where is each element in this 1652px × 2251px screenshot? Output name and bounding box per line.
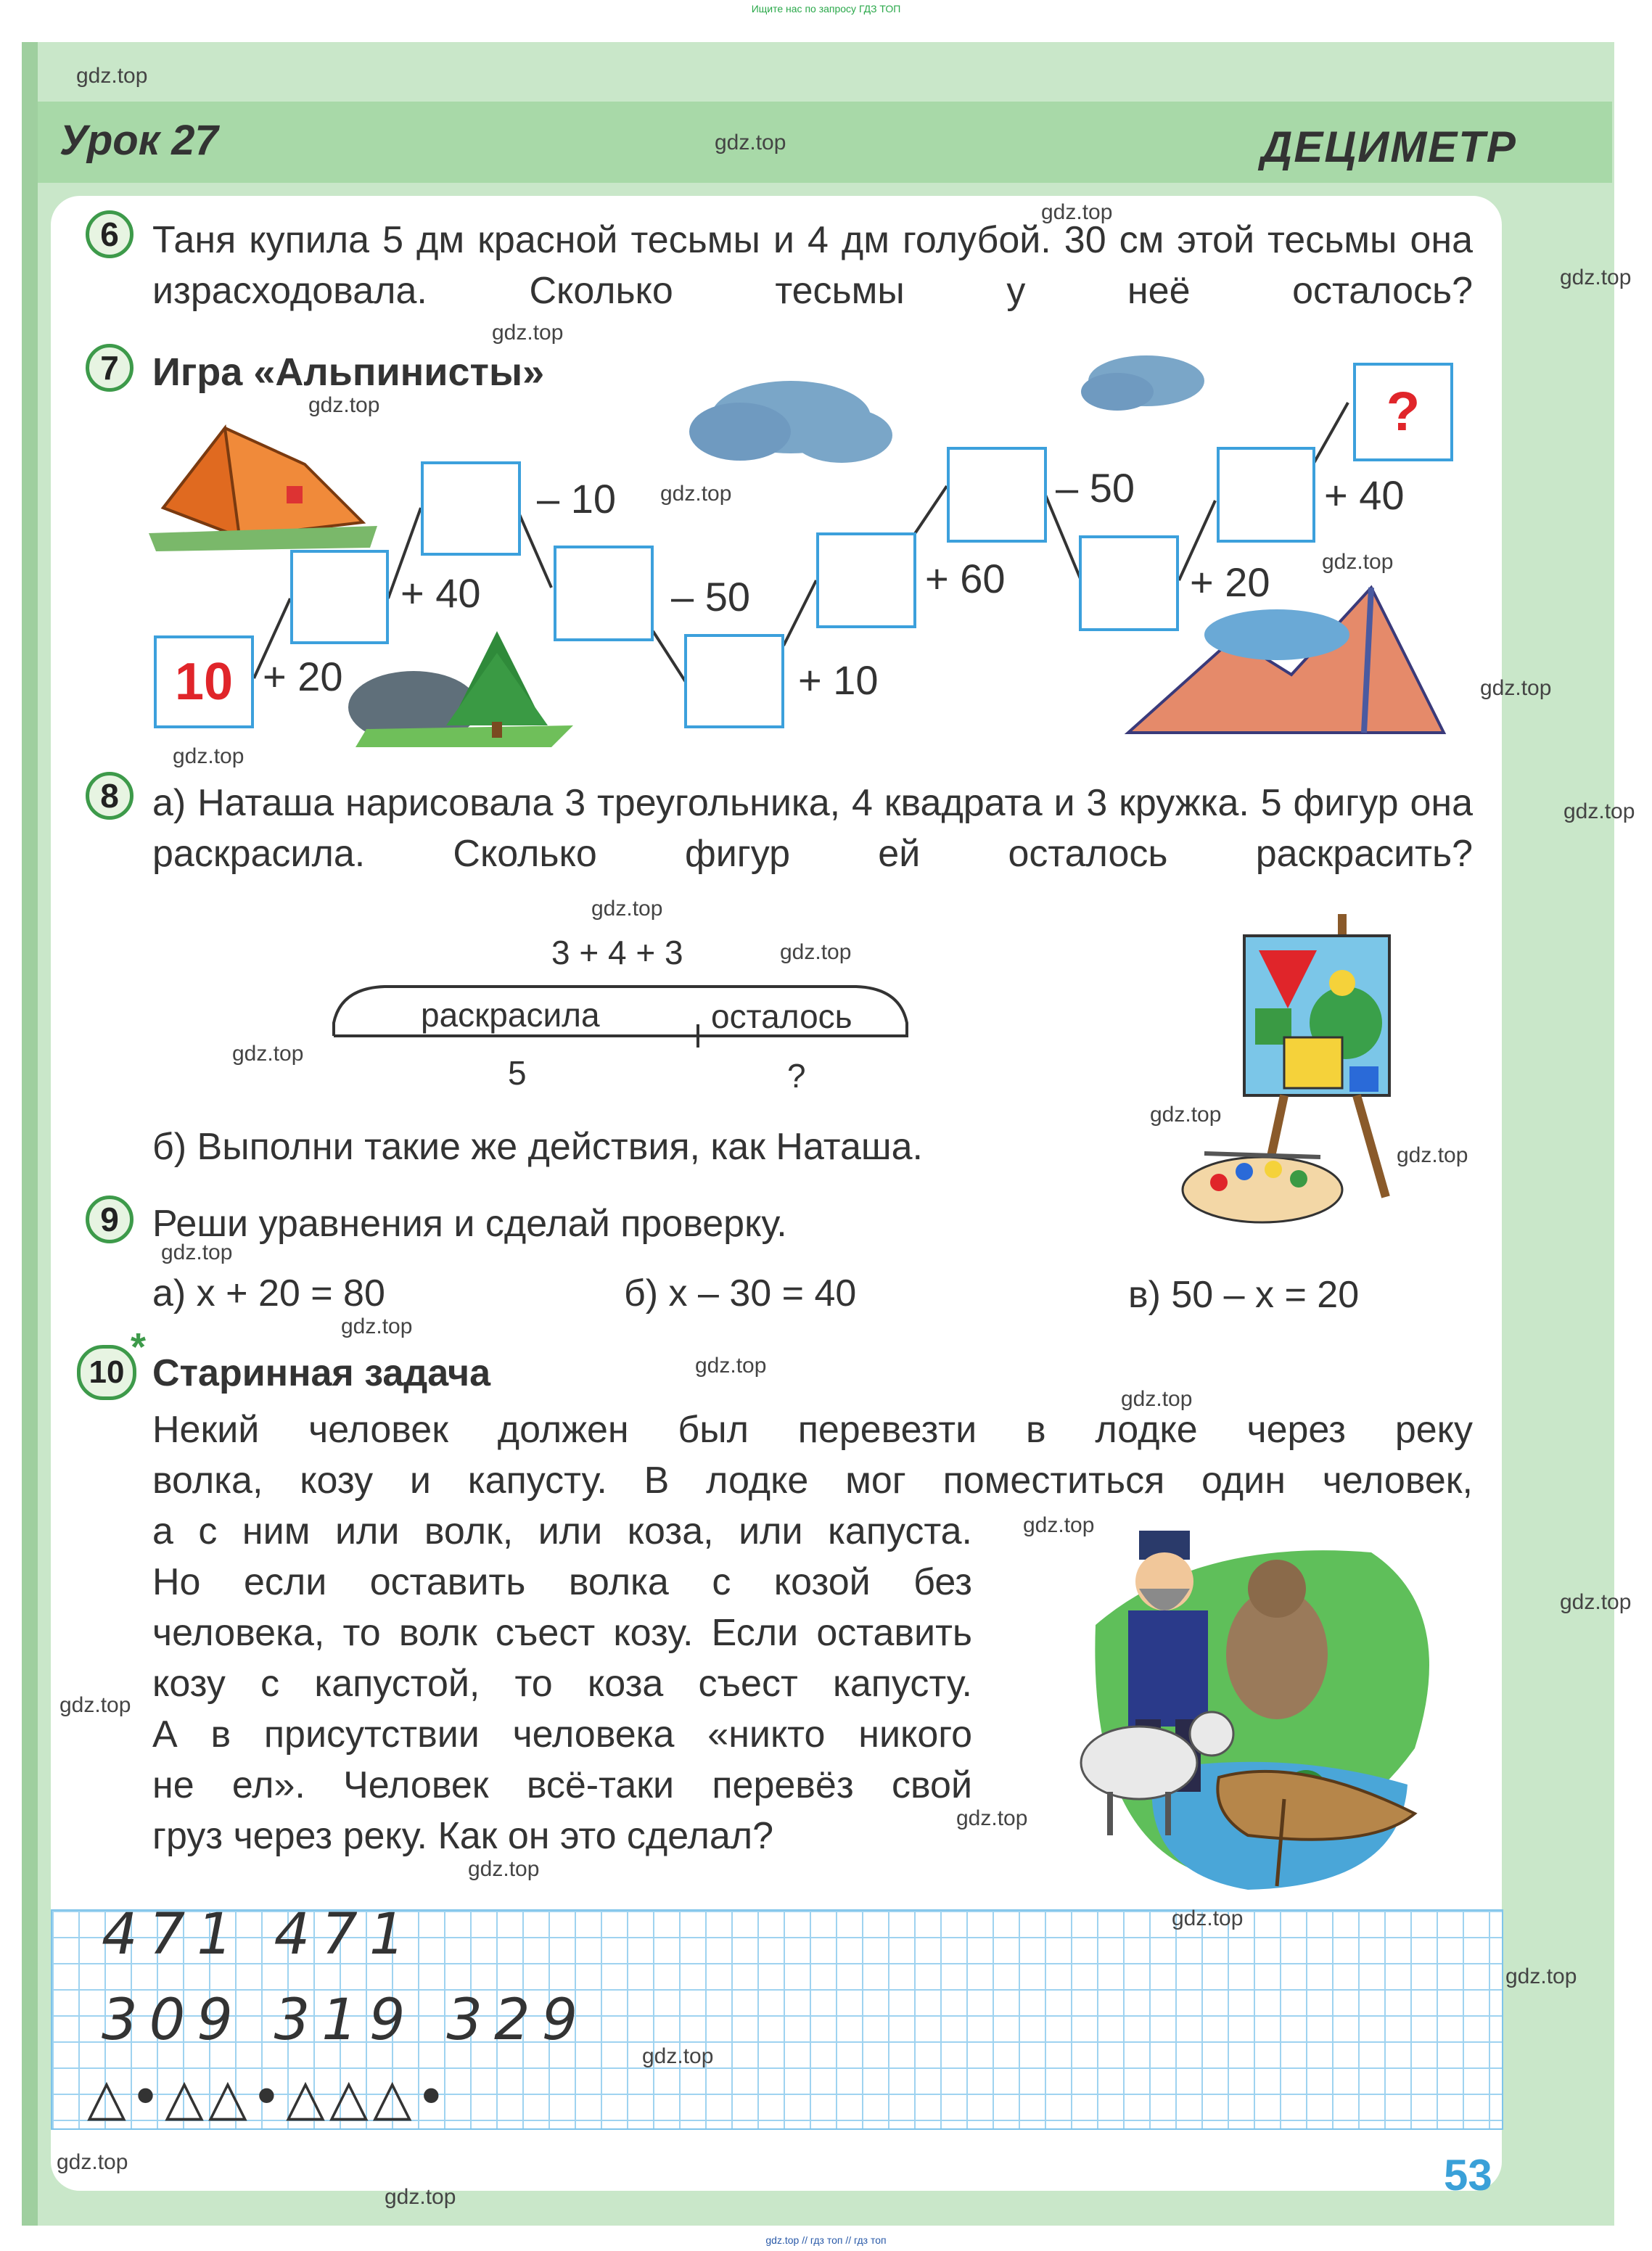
answer-box-7[interactable] — [1079, 535, 1179, 631]
watermark: gdz.top — [76, 64, 148, 88]
handwriting-row-3: △•△△•△△△• — [87, 2067, 451, 2127]
watermark: gdz.top — [1505, 1964, 1577, 1988]
watermark: gdz.top — [1172, 1906, 1244, 1930]
watermark: gdz.top — [1322, 550, 1394, 574]
answer-box-4[interactable] — [684, 634, 784, 728]
watermark: gdz.top — [232, 1042, 304, 1066]
rock-tree-icon — [348, 631, 573, 747]
watermark: gdz.top — [642, 2044, 714, 2068]
diagram-expression: 3 + 4 + 3 — [551, 934, 683, 971]
watermark: gdz.top — [59, 1693, 131, 1717]
watermark: gdz.top — [57, 2150, 128, 2174]
watermark: gdz.top — [1041, 200, 1113, 224]
task-7-title: Игра «Альпинисты» — [152, 350, 545, 394]
diagram-label-right: осталось — [711, 997, 852, 1035]
watermark: gdz.top — [1563, 799, 1635, 823]
answer-box-5[interactable] — [816, 532, 916, 628]
task-8a-text: а) Наташа нарисовала 3 треугольника, 4 квадрата и 3 кружка. 5 фигур она раскрасила. Сколько фигур ей осталось раскрасить? — [152, 782, 1473, 875]
watermark: gdz.top — [1560, 266, 1632, 289]
topic-title: ДЕЦИМЕТР — [1261, 123, 1517, 171]
watermark: gdz.top — [173, 744, 244, 768]
diagram-value-right: ? — [787, 1057, 806, 1095]
river-crossing-illustration — [1067, 1509, 1444, 1901]
easel-icon — [1175, 907, 1451, 1233]
final-value: ? — [1386, 381, 1421, 443]
start-value: 10 — [174, 653, 234, 711]
final-box — [1353, 363, 1453, 461]
watermark: gdz.top — [1023, 1513, 1095, 1537]
watermark: gdz.top — [468, 1857, 540, 1881]
op-8: + 20 — [1190, 559, 1270, 605]
watermark: gdz.top — [780, 940, 852, 964]
watermark: gdz.top — [1397, 1143, 1468, 1167]
task-10-line-4: Но если оставить волка с козой без — [152, 1561, 972, 1603]
watermark: gdz.top — [308, 393, 380, 417]
answer-box-3[interactable] — [554, 546, 654, 641]
watermark: gdz.top — [492, 321, 564, 345]
watermark: gdz.top — [161, 1240, 233, 1264]
diagram-value-left: 5 — [508, 1054, 527, 1092]
watermark: gdz.top — [591, 897, 663, 921]
watermark: gdz.top — [1560, 1590, 1632, 1614]
watermark: gdz.top — [1150, 1103, 1222, 1127]
watermark: gdz.top — [715, 131, 786, 155]
task-9-number: 9 — [86, 1196, 133, 1243]
op-3: – 10 — [537, 476, 616, 522]
task-10-line-8: не ел». Человек всё-таки перевёз свой — [152, 1764, 972, 1806]
watermark: gdz.top — [341, 1314, 413, 1338]
task-10-line-3: а с ним или волк, или коза, или капуста. — [152, 1510, 972, 1552]
task-10-title: Старинная задача — [152, 1352, 491, 1394]
op-6: + 60 — [925, 556, 1006, 601]
task-10-line-1: Некий человек должен был перевезти в лодке через реку — [152, 1409, 1473, 1451]
equation-c: в) 50 – x = 20 — [1128, 1274, 1360, 1316]
task-10-line-5: человека, то волк съест козу. Если оставить — [152, 1612, 972, 1654]
answer-box-8[interactable] — [1217, 447, 1315, 543]
lesson-title: Урок 27 — [59, 117, 218, 164]
op-4: – 50 — [671, 574, 750, 620]
task-8b-text: б) Выполни такие же действия, как Наташа. — [152, 1126, 923, 1168]
watermark: gdz.top — [660, 482, 732, 506]
bottom-note: gdz.top // гдз топ // гдз топ — [765, 2234, 887, 2246]
task-7-number: 7 — [86, 344, 133, 392]
diagram-label-left: раскрасила — [421, 996, 600, 1034]
task-6-number: 6 — [86, 210, 133, 258]
task-8-number: 8 — [86, 772, 133, 820]
answer-box-1[interactable] — [290, 550, 389, 644]
task-10-star: * — [131, 1325, 147, 1369]
task-10-line-9: груз через реку. Как он это сделал? — [152, 1815, 773, 1857]
answer-box-2[interactable] — [421, 461, 521, 556]
watermark: gdz.top — [956, 1806, 1028, 1830]
equation-a: а) x + 20 = 80 — [152, 1272, 385, 1314]
op-5: + 10 — [798, 657, 879, 703]
page-number: 53 — [1444, 2151, 1492, 2199]
op-7: – 50 — [1056, 465, 1135, 511]
op-2: + 40 — [400, 570, 481, 616]
task-10-number: 10 — [77, 1345, 136, 1400]
top-note: Ищите нас по запросу ГДЗ ТОП — [751, 3, 901, 15]
answer-box-6[interactable] — [947, 447, 1047, 543]
watermark: gdz.top — [385, 2185, 456, 2209]
handwriting-row-2: 309 319 329 — [102, 1988, 590, 2053]
equation-b: б) x – 30 = 40 — [624, 1272, 857, 1314]
watermark: gdz.top — [695, 1354, 767, 1378]
task-10-line-6: козу с капустой, то коза съест капусту. — [152, 1663, 972, 1705]
watermark: gdz.top — [1121, 1387, 1193, 1411]
task-10-line-7: А в присутствии человека «никто никого — [152, 1713, 972, 1756]
task-9-text: Реши уравнения и сделай проверку. — [152, 1203, 787, 1245]
task-6-text: Таня купила 5 дм красной тесьмы и 4 дм голубой. 30 см этой тесьмы она израсходовала. Сколько тесьмы у неё осталось? — [152, 219, 1473, 312]
start-box — [154, 635, 254, 728]
watermark: gdz.top — [1480, 676, 1552, 700]
tent-icon — [149, 428, 377, 551]
op-9: + 40 — [1324, 472, 1405, 518]
op-1: + 20 — [263, 654, 343, 699]
task-10-line-2: волка, козу и капусту. В лодке мог поместиться один человек, — [152, 1460, 1473, 1502]
handwriting-row-1: 471 471 — [102, 1902, 417, 1967]
